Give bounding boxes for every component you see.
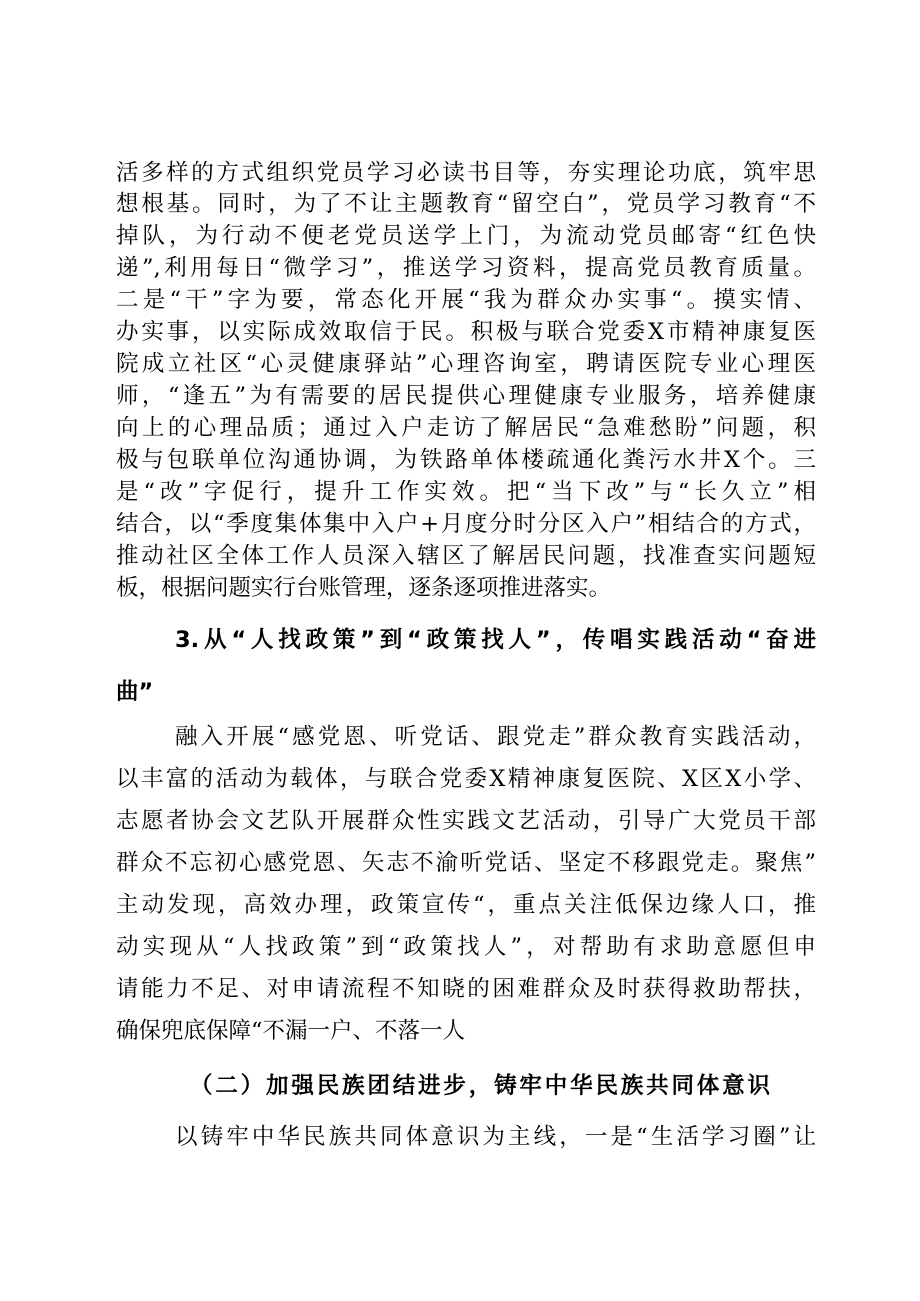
text-line: 志愿者协会文艺队开展群众性实践文艺活动，引导广大党员干部 — [116, 808, 816, 834]
text-line: 办实事，以实际成效取信于民。积极与联合党委X市精神康复医 — [116, 319, 816, 345]
text-line: 动实现从“人找政策”到“政策找人”，对帮助有求助意愿但申 — [116, 934, 816, 960]
text-line: 极与包联单位沟通协调，为铁路单体楼疏通化粪污水井X个。三 — [116, 447, 816, 473]
text-line: 推动社区全体工作人员深入辖区了解居民问题，找准查实问题短 — [116, 543, 816, 569]
heading-line: 3.从“人找政策”到“政策找人”，传唱实践活动“奋进 — [175, 627, 816, 653]
text-line: 是“改”字促行，提升工作实效。把“当下改”与“长久立”相 — [116, 479, 816, 505]
text-line: 二是“干”字为要，常态化开展“我为群众办实事“。摸实情、 — [116, 287, 816, 313]
text-line: 请能力不足、对申请流程不知晓的困难群众及时获得救助帮扶， — [116, 976, 816, 1002]
text-line: 确保兜底保障“不漏一户、不落一人 — [116, 1018, 466, 1044]
text-line: 群众不忘初心感党恩、矢志不渝听党话、坚定不移跟党走。聚焦” — [116, 850, 816, 876]
text-line: 师，“逢五”为有需要的居民提供心理健康专业服务，培养健康 — [116, 383, 816, 409]
heading-line: 曲” — [116, 679, 154, 705]
text-line: 掉队，为行动不便老党员送学上门，为流动党员邮寄“红色快 — [116, 223, 816, 249]
text-line: 递”,利用每日“微学习”，推送学习资料，提高党员教育质量。 — [116, 255, 816, 281]
text-line: 想根基。同时，为了不让主题教育“留空白”，党员学习教育“不 — [116, 191, 816, 217]
text-line: 向上的心理品质；通过入户走访了解居民“急难愁盼”问题，积 — [116, 415, 816, 441]
text-line: 板，根据问题实行台账管理，逐条逐项推进落实。 — [116, 575, 612, 601]
text-line: 活多样的方式组织党员学习必读书目等，夯实理论功底，筑牢思 — [116, 160, 816, 186]
text-line: 结合，以“季度集体集中入户+月度分时分区入户”相结合的方式， — [116, 511, 816, 537]
text-line: 以丰富的活动为载体，与联合党委X精神康复医院、X区X小学、 — [116, 766, 816, 792]
text-line: 院成立社区“心灵健康驿站”心理咨询室，聘请医院专业心理医 — [116, 351, 816, 377]
text-line: 融入开展“感党恩、听党话、跟党走”群众教育实践活动， — [175, 724, 816, 750]
section-heading-2: （二）加强民族团结进步，铸牢中华民族共同体意识 — [190, 1073, 770, 1099]
text-line: 主动发现，高效办理，政策宣传“，重点关注低保边缘人口，推 — [116, 892, 816, 918]
text-line: 以铸牢中华民族共同体意识为主线，一是“生活学习圈”让 — [175, 1124, 816, 1150]
